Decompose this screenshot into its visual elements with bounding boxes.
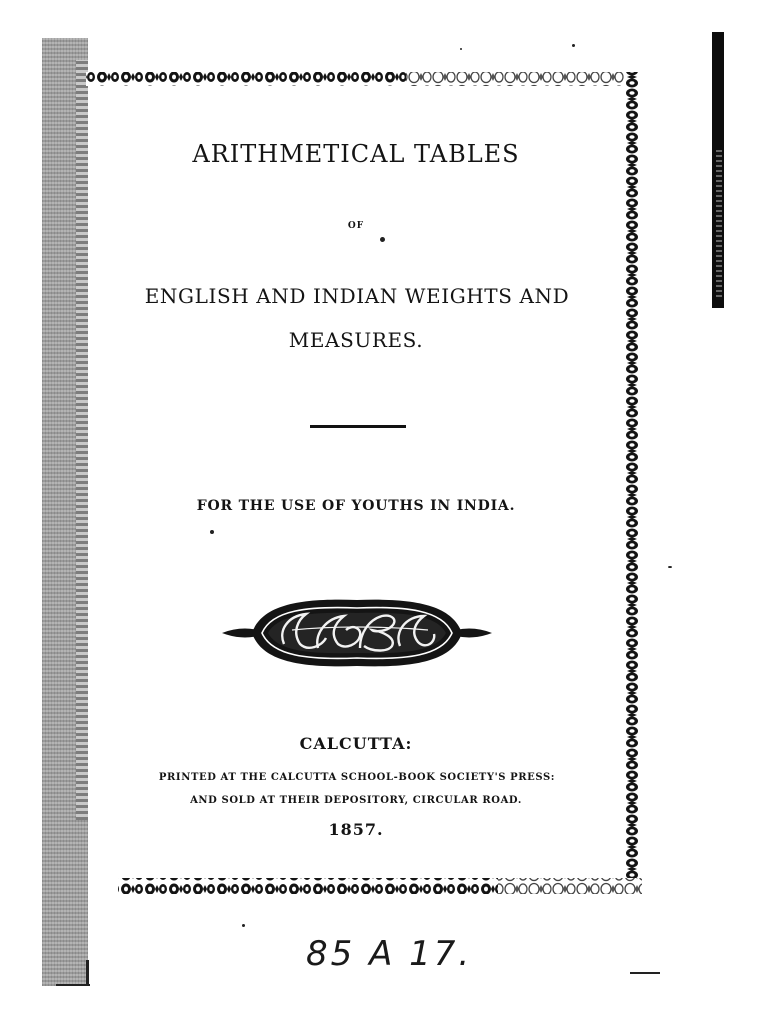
ornamental-border-bottom-light bbox=[498, 878, 642, 894]
scan-speck bbox=[572, 44, 575, 47]
scan-speck bbox=[380, 237, 385, 242]
ornamental-border-top-dark bbox=[86, 72, 406, 86]
calcutta-school-book-society-monogram-icon bbox=[222, 590, 492, 676]
imprint-depository-line: AND SOLD AT THEIR DEPOSITORY, CIRCULAR ROAD. bbox=[190, 795, 522, 806]
imprint-place: CALCUTTA: bbox=[299, 734, 413, 753]
scan-speck bbox=[630, 972, 660, 974]
book-title: ARITHMETICAL TABLES bbox=[192, 140, 520, 168]
subtitle-line-2: MEASURES. bbox=[288, 328, 424, 352]
ornamental-border-bottom-dark bbox=[118, 878, 498, 894]
ornamental-border-right bbox=[624, 72, 642, 892]
imprint-printer-line: PRINTED AT THE CALCUTTA SCHOOL-BOOK SOCIETY'S PRESS: bbox=[158, 772, 556, 783]
handwritten-shelfmark: 85 A 17. bbox=[306, 934, 473, 974]
dedication-line: FOR THE USE OF YOUTHS IN INDIA. bbox=[196, 498, 516, 514]
title-divider-rule bbox=[310, 425, 406, 428]
imprint-year: 1857. bbox=[328, 820, 384, 839]
title-connector: OF bbox=[347, 221, 365, 231]
scan-speck bbox=[668, 566, 672, 568]
ornamental-border-top-light bbox=[406, 72, 638, 86]
scan-speck bbox=[242, 924, 245, 927]
scan-speck bbox=[460, 48, 462, 50]
subtitle-line-1: ENGLISH AND INDIAN WEIGHTS AND bbox=[144, 284, 570, 308]
scan-speck bbox=[210, 530, 214, 534]
